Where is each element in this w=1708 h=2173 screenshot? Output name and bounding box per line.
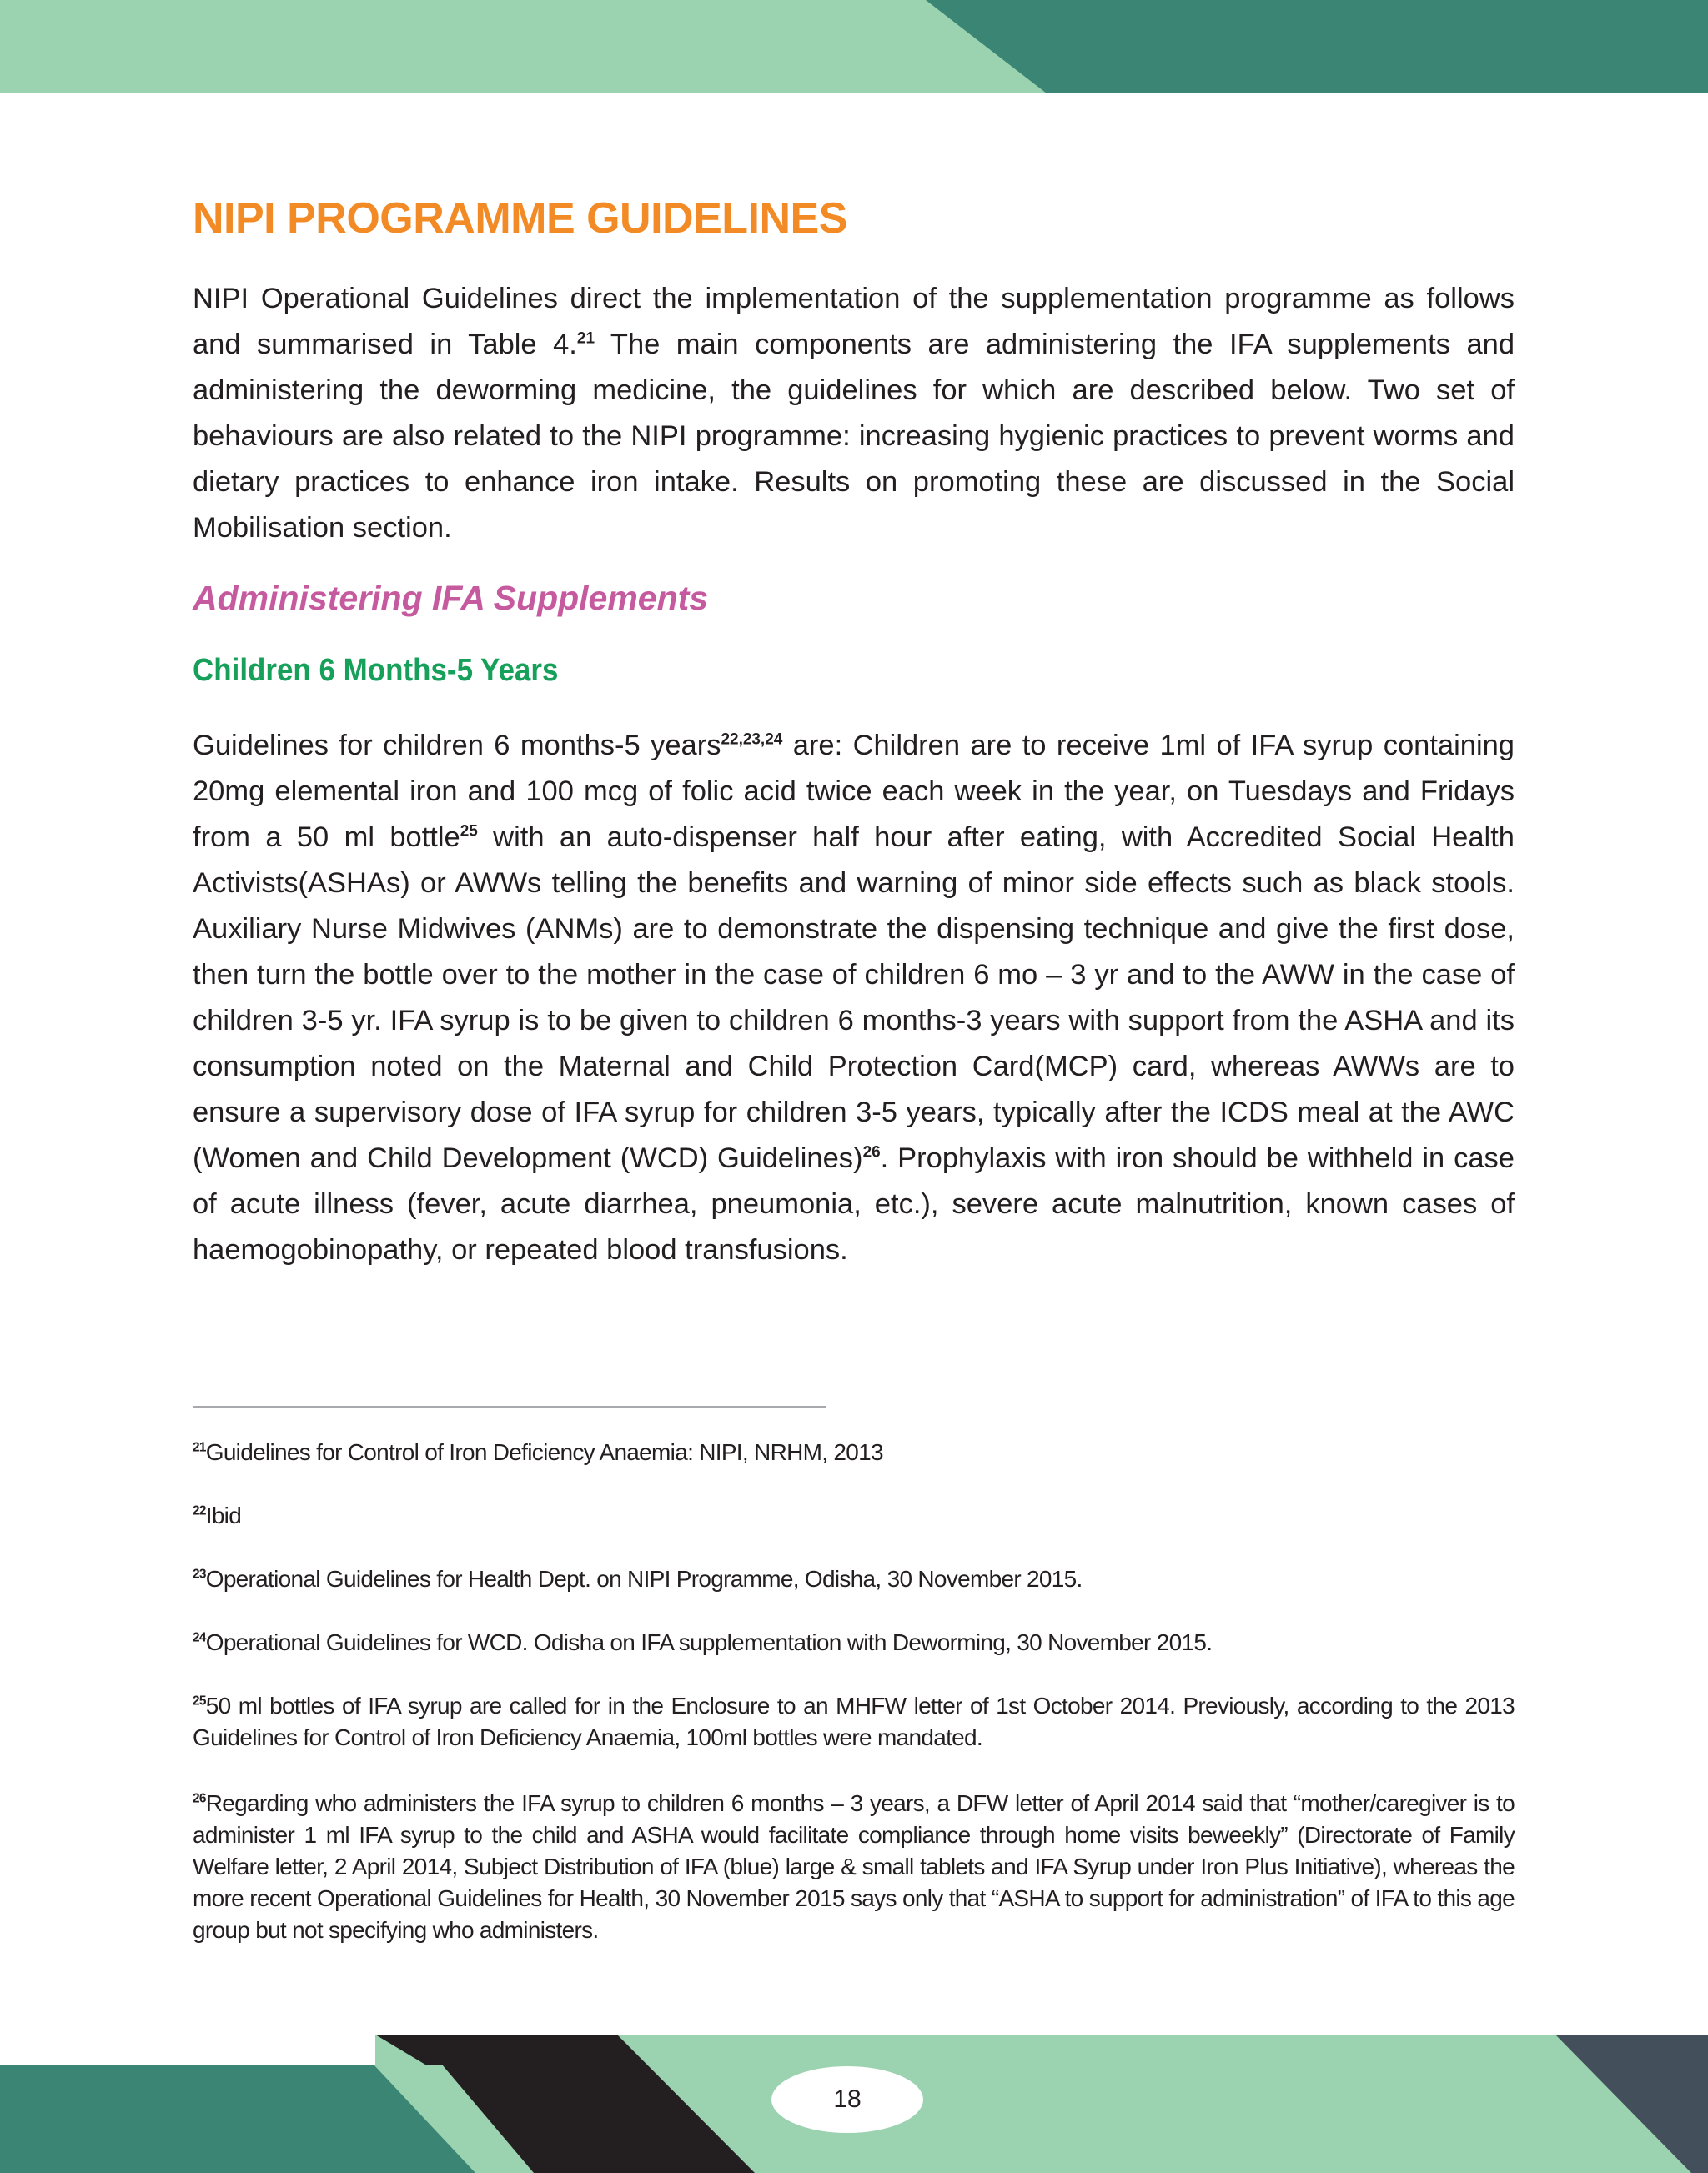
page-number: 18 bbox=[771, 2066, 923, 2133]
footnote-ref-26[interactable]: 26 bbox=[862, 1143, 881, 1162]
footnote-number: 26 bbox=[193, 1791, 206, 1806]
footnote-separator bbox=[193, 1406, 826, 1408]
guidelines-paragraph bbox=[193, 723, 1515, 1273]
footnote-text: Guidelines for Control of Iron Deficiency Anaemia: NIPI, NRHM, 2013 bbox=[205, 1439, 883, 1465]
footer-white-wedge-left bbox=[0, 2035, 375, 2065]
body-text-part4: . Prophylaxis with iron should be withheld in case of acute illness (fever, acute diarrhea, pneumonia, etc.), severe acute malnutrition, known cases of haemogobinopathy, or repeated blood transfusions. bbox=[193, 1142, 1515, 1266]
footnote-text: Regarding who administers the IFA syrup to children 6 months – 3 years, a DFW letter of April 2014 said that “mother/caregiver is to administer 1 ml IFA syrup to the child and ASHA would facilitate compliance through home visits beweekly” (Directorate of Family Welfare letter, 2 April 2014, Subject Distribution of IFA (blue) large & small tablets and IFA Syrup under Iron Plus Initiative), whereas the more recent Operational Guidelines for Health, 30 November 2015 says only that “ASHA to support for administration” of IFA to this age group but not specifying who administers. bbox=[193, 1790, 1515, 1943]
sub-heading: Children 6 Months-5 Years bbox=[193, 653, 559, 688]
page-title: NIPI PROGRAMME GUIDELINES bbox=[193, 194, 847, 243]
footnote-22 bbox=[193, 1499, 1515, 1533]
section-heading: Administering IFA Supplements bbox=[193, 579, 709, 617]
footnote-21 bbox=[193, 1436, 1515, 1469]
footnote-number: 24 bbox=[193, 1630, 206, 1645]
body-text-part2: are: Children are to receive 1ml of IFA syrup containing 20mg elemental iron and 100 mcg of folic acid twice each week in the year, on Tuesdays and Fridays from a 50 ml bottle bbox=[193, 730, 1515, 853]
body-text-part1: Guidelines for children 6 months-5 years bbox=[193, 730, 721, 761]
footnote-23 bbox=[193, 1563, 1515, 1596]
footnote-number: 21 bbox=[193, 1440, 206, 1455]
header-dark-teal-band bbox=[926, 0, 1708, 93]
footnote-26 bbox=[193, 1788, 1515, 1946]
footnote-25 bbox=[193, 1690, 1515, 1754]
footnote-ref-22-23-24[interactable]: 22,23,24 bbox=[721, 730, 783, 749]
footnote-text: Ibid bbox=[205, 1503, 242, 1528]
footnote-ref-25[interactable]: 25 bbox=[460, 822, 478, 841]
footnote-text: 50 ml bottles of IFA syrup are called for in the Enclosure to an MHFW letter of 1st October 2014. Previously, according to the 2013 Guidelines for Control of Iron Deficiency Anaemia, 100ml bottles were mandated. bbox=[193, 1693, 1515, 1750]
footnote-number: 23 bbox=[193, 1567, 206, 1582]
footnote-text: Operational Guidelines for Health Dept. on NIPI Programme, Odisha, 30 November 2015. bbox=[205, 1566, 1083, 1592]
footnote-text: Operational Guidelines for WCD. Odisha on IFA supplementation with Deworming, 30 November 2015. bbox=[205, 1629, 1213, 1655]
footnote-number: 22 bbox=[193, 1503, 206, 1518]
intro-paragraph bbox=[193, 276, 1515, 551]
intro-text-part2: The main components are administering the IFA supplements and administering the deworming medicine, the guidelines for which are described below. Two set of behaviours are also related to the NIPI programme: increasing hygienic practices to prevent worms and dietary practices to enhance iron intake. Results on promoting these are discussed in the Social Mobilisation section. bbox=[193, 329, 1515, 544]
intro-text-part1: NIPI Operational Guidelines direct the implementation of the supplementation programme as follows and summarised in Table 4. bbox=[193, 283, 1515, 360]
footnote-24 bbox=[193, 1626, 1515, 1659]
footnote-number: 25 bbox=[193, 1694, 206, 1709]
footnote-ref-21[interactable]: 21 bbox=[576, 329, 595, 348]
header-decorative-band bbox=[0, 0, 1708, 93]
body-text-part3: with an auto-dispenser half hour after eating, with Accredited Social Health Activists(ASHAs) or AWWs telling the benefits and warning of minor side effects such as black stools. Auxiliary Nurse Midwives (ANMs) are to demonstrate the dispensing technique and give the first dose, then turn the bottle over to the mother in the case of children 6 mo – 3 yr and to the AWW in the case of children 3-5 yr. IFA syrup is to be given to children 6 months-3 years with support from the ASHA and its consumption noted on the Maternal and Child Protection Card(MCP) card, whereas AWWs are to ensure a supervisory dose of IFA syrup for children 3-5 years, typically after the ICDS meal at the AWC (Women and Child Development (WCD) Guidelines) bbox=[193, 821, 1515, 1174]
